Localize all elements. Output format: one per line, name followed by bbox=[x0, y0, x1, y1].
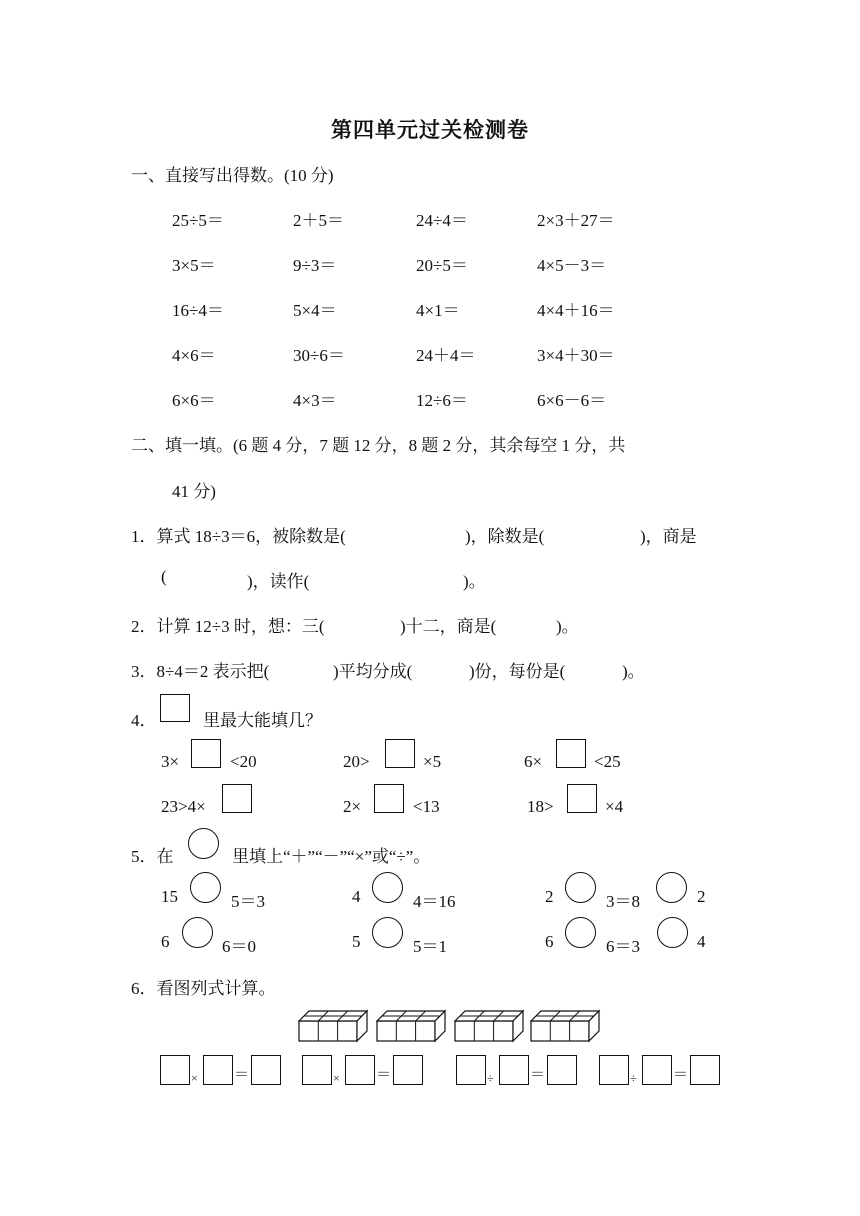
q4-expr-right: ×4 bbox=[605, 797, 624, 816]
q5-operand: 6 bbox=[545, 932, 554, 951]
mental-math-item: 5×4＝ bbox=[293, 301, 337, 320]
q3-text-b: )平均分成( bbox=[333, 662, 413, 681]
q4-expr-left: 18> bbox=[527, 797, 554, 816]
mental-math-item: 4×3＝ bbox=[293, 391, 337, 410]
mental-math-item: 9÷3＝ bbox=[293, 256, 337, 275]
q4-expr-left: 3× bbox=[161, 752, 180, 771]
q5-operator-circle[interactable] bbox=[565, 917, 596, 948]
q5-operand: 15 bbox=[161, 887, 178, 906]
q4-expr-left: 6× bbox=[524, 752, 543, 771]
mental-math-item: 16÷4＝ bbox=[172, 301, 224, 320]
mental-math-item: 6×6＝ bbox=[172, 391, 216, 410]
q5-expr-rest: 4＝16 bbox=[413, 892, 456, 911]
q6-answer-box[interactable] bbox=[547, 1055, 577, 1085]
q2-text-b: )十二，商是( bbox=[400, 617, 497, 636]
q5-operand: 2 bbox=[697, 887, 706, 906]
section1-heading: 一、直接写出得数。(10 分) bbox=[131, 166, 334, 185]
mental-math-item: 30÷6＝ bbox=[293, 346, 345, 365]
cube-block-4 bbox=[531, 1011, 599, 1041]
mental-math-item: 4×5－3＝ bbox=[537, 256, 607, 275]
q6-operator: × bbox=[191, 1071, 198, 1085]
q5-operand: 4 bbox=[352, 887, 361, 906]
q6-operator: ÷ bbox=[487, 1071, 494, 1085]
q4-expr-left: 2× bbox=[343, 797, 362, 816]
q1-text-f: )。 bbox=[463, 572, 486, 591]
q5-expr-rest: 5＝1 bbox=[413, 937, 447, 956]
q4-expr-right: ×5 bbox=[423, 752, 442, 771]
mental-math-item: 2＋5＝ bbox=[293, 211, 344, 230]
section2-heading: 二、填一填。(6 题 4 分，7 题 12 分，8 题 2 分，其余每空 1 分，共 bbox=[131, 436, 626, 455]
q6-answer-box[interactable] bbox=[203, 1055, 233, 1085]
q5-operator-circle[interactable] bbox=[565, 872, 596, 903]
q1-text-c: )，商是 bbox=[640, 527, 697, 546]
q1-text-a: 1．算式 18÷3＝6，被除数是( bbox=[131, 527, 346, 546]
q5-expr-rest: 3＝8 bbox=[606, 892, 640, 911]
q4-expr-left: 23>4× bbox=[161, 797, 206, 816]
mental-math-item: 25÷5＝ bbox=[172, 211, 224, 230]
q4-answer-box[interactable] bbox=[385, 739, 415, 768]
q6-equals: ＝ bbox=[530, 1067, 546, 1083]
mental-math-item: 4×6＝ bbox=[172, 346, 216, 365]
q5-operator-circle[interactable] bbox=[656, 872, 687, 903]
q5-number: 5．在 bbox=[131, 847, 174, 866]
mental-math-item: 20÷5＝ bbox=[416, 256, 468, 275]
q3-text-c: )份，每份是( bbox=[469, 662, 566, 681]
q5-expr-rest: 6＝0 bbox=[222, 937, 256, 956]
q5-operand: 2 bbox=[545, 887, 554, 906]
q6-answer-box[interactable] bbox=[499, 1055, 529, 1085]
cube-block-3 bbox=[455, 1011, 523, 1041]
q6-equals: ＝ bbox=[234, 1067, 250, 1083]
mental-math-item: 3×5＝ bbox=[172, 256, 216, 275]
mental-math-item: 6×6－6＝ bbox=[537, 391, 607, 410]
q5-operand: 5 bbox=[352, 932, 361, 951]
q2-text-c: )。 bbox=[556, 617, 579, 636]
q5-operator-circle[interactable] bbox=[182, 917, 213, 948]
q3-text-a: 3．8÷4＝2 表示把( bbox=[131, 662, 270, 681]
mental-math-item: 24＋4＝ bbox=[416, 346, 476, 365]
q1-text-b: )，除数是( bbox=[465, 527, 545, 546]
q5-text: 里填上“＋”“－”“×”或“÷”。 bbox=[232, 847, 431, 866]
mental-math-item: 12÷6＝ bbox=[416, 391, 468, 410]
q6-equals: ＝ bbox=[673, 1067, 689, 1083]
mental-math-item: 2×3＋27＝ bbox=[537, 211, 615, 230]
q6-cube-figures bbox=[295, 1007, 605, 1045]
q6-answer-box[interactable] bbox=[302, 1055, 332, 1085]
q4-expr-left: 20> bbox=[343, 752, 370, 771]
q4-sample-box bbox=[160, 694, 190, 722]
q4-answer-box[interactable] bbox=[222, 784, 252, 813]
q5-sample-circle bbox=[188, 828, 219, 859]
q1-text-d: ( bbox=[161, 567, 167, 586]
q6-answer-box[interactable] bbox=[642, 1055, 672, 1085]
q4-answer-box[interactable] bbox=[191, 739, 221, 768]
section2-heading-cont: 41 分) bbox=[172, 482, 216, 501]
q1-text-e: )，读作( bbox=[247, 572, 310, 591]
q6-answer-box[interactable] bbox=[160, 1055, 190, 1085]
q5-operand: 4 bbox=[697, 932, 706, 951]
q5-operator-circle[interactable] bbox=[190, 872, 221, 903]
q5-operator-circle[interactable] bbox=[372, 872, 403, 903]
cube-block-1 bbox=[299, 1011, 367, 1041]
q6-equals: ＝ bbox=[376, 1067, 392, 1083]
mental-math-item: 3×4＋30＝ bbox=[537, 346, 615, 365]
q2-text-a: 2．计算 12÷3 时，想：三( bbox=[131, 617, 325, 636]
q5-expr-rest: 5＝3 bbox=[231, 892, 265, 911]
mental-math-item: 4×1＝ bbox=[416, 301, 460, 320]
q4-expr-right: <25 bbox=[594, 752, 621, 771]
q5-operator-circle[interactable] bbox=[372, 917, 403, 948]
q4-text: 里最大能填几？ bbox=[203, 711, 322, 730]
mental-math-item: 4×4＋16＝ bbox=[537, 301, 615, 320]
cube-block-2 bbox=[377, 1011, 445, 1041]
q6-answer-box[interactable] bbox=[393, 1055, 423, 1085]
q6-operator: ÷ bbox=[630, 1071, 637, 1085]
q6-answer-box[interactable] bbox=[345, 1055, 375, 1085]
q6-operator: × bbox=[333, 1071, 340, 1085]
q4-answer-box[interactable] bbox=[374, 784, 404, 813]
q4-expr-right: <20 bbox=[230, 752, 257, 771]
q6-answer-box[interactable] bbox=[599, 1055, 629, 1085]
q4-answer-box[interactable] bbox=[567, 784, 597, 813]
q4-expr-right: <13 bbox=[413, 797, 440, 816]
q6-heading: 6．看图列式计算。 bbox=[131, 979, 276, 998]
mental-math-item: 24÷4＝ bbox=[416, 211, 468, 230]
q5-expr-rest: 6＝3 bbox=[606, 937, 640, 956]
q6-answer-box[interactable] bbox=[690, 1055, 720, 1085]
q5-operand: 6 bbox=[161, 932, 170, 951]
q3-text-d: )。 bbox=[622, 662, 645, 681]
q6-answer-box[interactable] bbox=[456, 1055, 486, 1085]
q6-answer-box[interactable] bbox=[251, 1055, 281, 1085]
q4-answer-box[interactable] bbox=[556, 739, 586, 768]
page-title: 第四单元过关检测卷 bbox=[331, 118, 529, 142]
q5-operator-circle[interactable] bbox=[657, 917, 688, 948]
q4-number: 4． bbox=[131, 711, 157, 730]
